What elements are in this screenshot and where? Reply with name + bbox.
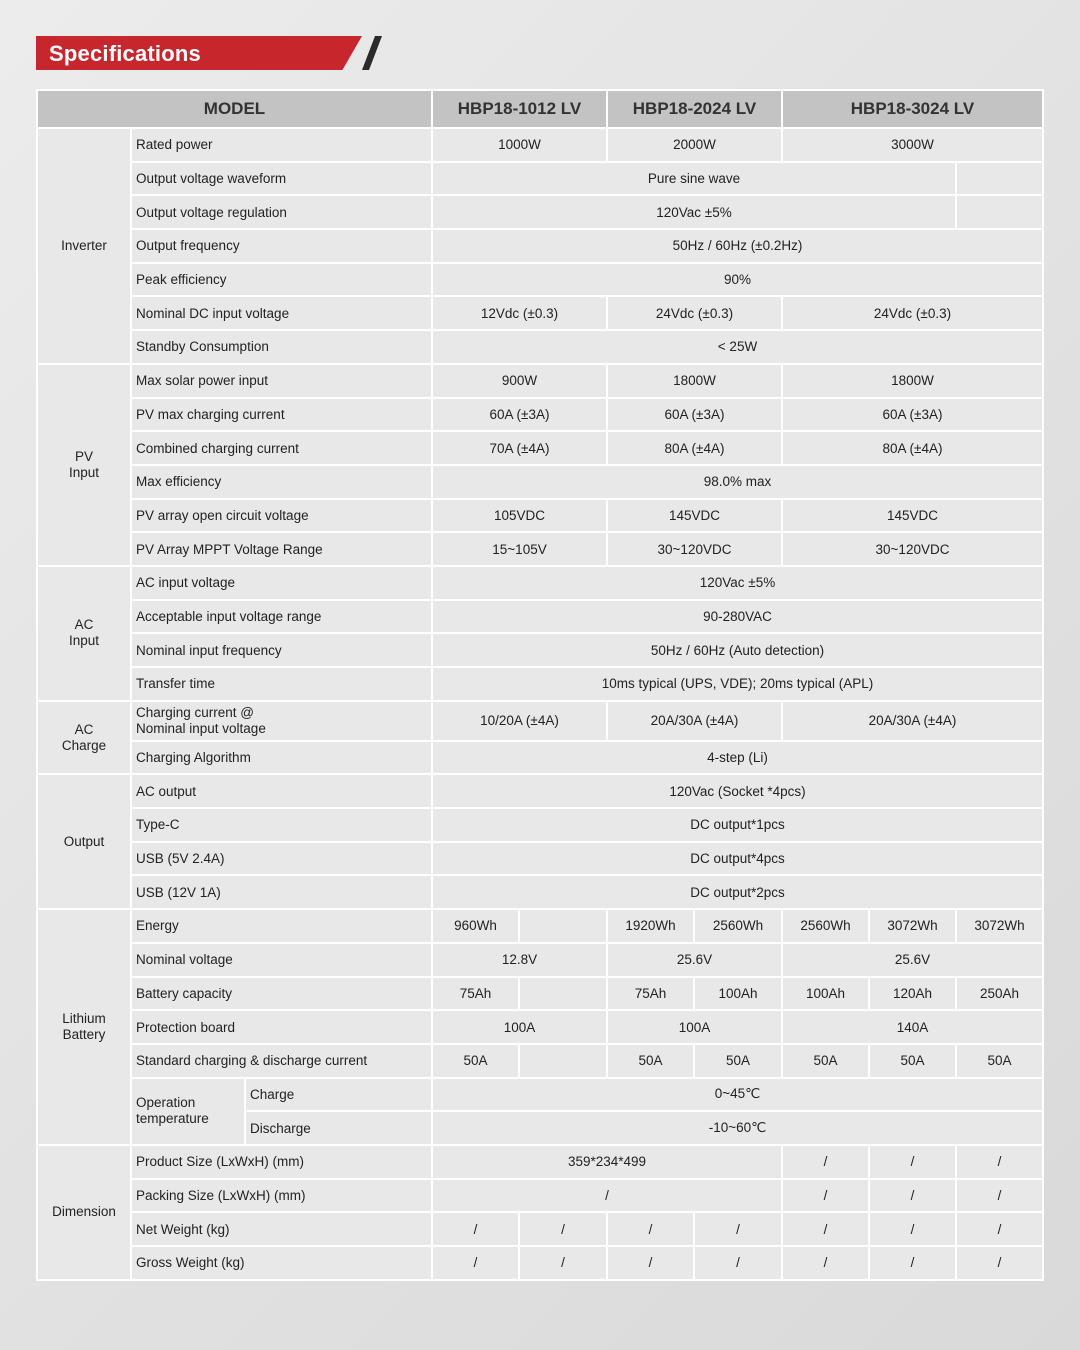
cell-value: DC output*4pcs (432, 842, 1043, 876)
cell-value: 1800W (782, 364, 1043, 398)
row-label: Protection board (131, 1010, 432, 1044)
row-label: Charging current @ Nominal input voltage (131, 701, 432, 741)
cell-value: 1920Wh (607, 909, 694, 943)
category-output: Output (37, 774, 131, 909)
cell-value: 120Vac ±5% (432, 566, 1043, 600)
category-ac-charge: AC Charge (37, 701, 131, 775)
row-label: Rated power (131, 128, 432, 162)
row-label: Nominal voltage (131, 943, 432, 977)
empty-cell (519, 1044, 607, 1078)
cell-value: 60A (±3A) (782, 398, 1043, 432)
row-label: USB (5V 2.4A) (131, 842, 432, 876)
cell-value: 145VDC (607, 499, 782, 533)
cell-value: 120Vac ±5% (432, 195, 956, 229)
cell-value: 50A (607, 1044, 694, 1078)
header-row (37, 90, 1043, 128)
cell-value: 30~120VDC (607, 532, 782, 566)
row-label: Output frequency (131, 229, 432, 263)
cell-value: / (519, 1246, 607, 1280)
table-row (37, 162, 1043, 196)
cell-value: 80A (±4A) (607, 431, 782, 465)
table-row (37, 364, 1043, 398)
cell-value: / (782, 1212, 869, 1246)
cell-value: / (607, 1246, 694, 1280)
table-row (37, 296, 1043, 330)
cell-value: 80A (±4A) (782, 431, 1043, 465)
row-label: Nominal input frequency (131, 633, 432, 667)
cell-value: 50A (694, 1044, 782, 1078)
cell-value: 50A (869, 1044, 956, 1078)
row-label: Charging Algorithm (131, 741, 432, 775)
row-label: Max efficiency (131, 465, 432, 499)
cell-value: 50A (956, 1044, 1043, 1078)
row-label: Standby Consumption (131, 330, 432, 364)
row-label-operation-temperature: Operation temperature (131, 1078, 245, 1145)
cell-value: 960Wh (432, 909, 519, 943)
cell-value: 60A (±3A) (607, 398, 782, 432)
cell-value: 20A/30A (±4A) (782, 701, 1043, 741)
model-1-header: HBP18-1012 LV (432, 90, 607, 128)
cell-value: / (956, 1145, 1043, 1179)
cell-value: 3000W (782, 128, 1043, 162)
table-row (37, 566, 1043, 600)
cell-value: 100Ah (694, 977, 782, 1011)
cell-value: 100A (432, 1010, 607, 1044)
cell-value: / (432, 1179, 782, 1213)
cell-value: 2000W (607, 128, 782, 162)
cell-value: / (956, 1179, 1043, 1213)
category-inverter: Inverter (37, 128, 131, 364)
table-row (37, 774, 1043, 808)
row-label: Peak efficiency (131, 263, 432, 297)
model-header: MODEL (37, 90, 432, 128)
cell-value: 30~120VDC (782, 532, 1043, 566)
cell-value: 12Vdc (±0.3) (432, 296, 607, 330)
cell-value: 15~105V (432, 532, 607, 566)
cell-value: 10/20A (±4A) (432, 701, 607, 741)
cell-value: 60A (±3A) (432, 398, 607, 432)
table-row (37, 633, 1043, 667)
row-label: Acceptable input voltage range (131, 600, 432, 634)
cell-value: 50A (432, 1044, 519, 1078)
table-row (37, 532, 1043, 566)
cell-value: / (956, 1212, 1043, 1246)
cell-value: 100Ah (782, 977, 869, 1011)
model-3-header: HBP18-3024 LV (782, 90, 1043, 128)
cell-value: 50Hz / 60Hz (Auto detection) (432, 633, 1043, 667)
empty-cell (956, 162, 1043, 196)
table-row (37, 1145, 1043, 1179)
table-row (37, 977, 1043, 1011)
cell-value: 0~45℃ (432, 1078, 1043, 1112)
cell-value: 24Vdc (±0.3) (607, 296, 782, 330)
page-title: Specifications (49, 41, 201, 66)
table-row (37, 1044, 1043, 1078)
category-dimension: Dimension (37, 1145, 131, 1280)
row-label: Product Size (LxWxH) (mm) (131, 1145, 432, 1179)
cell-value: 90-280VAC (432, 600, 1043, 634)
table-row (37, 701, 1043, 741)
cell-value: Pure sine wave (432, 162, 956, 196)
cell-value: 105VDC (432, 499, 607, 533)
table-row (37, 842, 1043, 876)
row-label: AC output (131, 774, 432, 808)
table-row (37, 1010, 1043, 1044)
cell-value: / (519, 1212, 607, 1246)
cell-value: 75Ah (432, 977, 519, 1011)
table-row (37, 1179, 1043, 1213)
row-label: USB (12V 1A) (131, 875, 432, 909)
cell-value: 98.0% max (432, 465, 1043, 499)
category-lithium-battery: Lithium Battery (37, 909, 131, 1145)
row-label: Packing Size (LxWxH) (mm) (131, 1179, 432, 1213)
table-row (37, 499, 1043, 533)
table-row (37, 330, 1043, 364)
table-row (37, 667, 1043, 701)
table-row (37, 431, 1043, 465)
cell-value: 145VDC (782, 499, 1043, 533)
cell-value: 25.6V (782, 943, 1043, 977)
row-label: Combined charging current (131, 431, 432, 465)
table-row (37, 1078, 1043, 1112)
table-row (37, 741, 1043, 775)
row-label: PV Array MPPT Voltage Range (131, 532, 432, 566)
cell-value: 140A (782, 1010, 1043, 1044)
table-row (37, 943, 1043, 977)
empty-cell (519, 909, 607, 943)
cell-value: / (432, 1246, 519, 1280)
row-label: Battery capacity (131, 977, 432, 1011)
row-label: Transfer time (131, 667, 432, 701)
empty-cell (956, 195, 1043, 229)
row-label: Output voltage waveform (131, 162, 432, 196)
cell-value: / (869, 1246, 956, 1280)
row-sublabel: Charge (245, 1078, 432, 1112)
cell-value: 4-step (Li) (432, 741, 1043, 775)
row-label: PV array open circuit voltage (131, 499, 432, 533)
model-2-header: HBP18-2024 LV (607, 90, 782, 128)
row-label: PV max charging current (131, 398, 432, 432)
row-sublabel: Discharge (245, 1111, 432, 1145)
table-row (37, 1212, 1043, 1246)
row-label: Net Weight (kg) (131, 1212, 432, 1246)
cell-value: / (869, 1179, 956, 1213)
cell-value: 900W (432, 364, 607, 398)
cell-value: 120Vac (Socket *4pcs) (432, 774, 1043, 808)
table-row (37, 600, 1043, 634)
cell-value: 120Ah (869, 977, 956, 1011)
row-label: Max solar power input (131, 364, 432, 398)
table-row (37, 808, 1043, 842)
table-row (37, 875, 1043, 909)
cell-value: 1000W (432, 128, 607, 162)
category-ac-input: AC Input (37, 566, 131, 701)
cell-value: / (694, 1212, 782, 1246)
cell-value: / (607, 1212, 694, 1246)
table-row (37, 128, 1043, 162)
category-pv-input: PV Input (37, 364, 131, 566)
row-label: Nominal DC input voltage (131, 296, 432, 330)
cell-value: / (869, 1212, 956, 1246)
cell-value: 70A (±4A) (432, 431, 607, 465)
cell-value: / (869, 1145, 956, 1179)
row-label: AC input voltage (131, 566, 432, 600)
cell-value: 50Hz / 60Hz (±0.2Hz) (432, 229, 1043, 263)
cell-value: 25.6V (607, 943, 782, 977)
cell-value: / (782, 1246, 869, 1280)
cell-value: 20A/30A (±4A) (607, 701, 782, 741)
table-row (37, 229, 1043, 263)
cell-value: 90% (432, 263, 1043, 297)
cell-value: 359*234*499 (432, 1145, 782, 1179)
row-label: Standard charging & discharge current (131, 1044, 432, 1078)
cell-value: 3072Wh (869, 909, 956, 943)
cell-value: DC output*1pcs (432, 808, 1043, 842)
cell-value: 1800W (607, 364, 782, 398)
table-row (37, 195, 1043, 229)
cell-value: DC output*2pcs (432, 875, 1043, 909)
cell-value: 10ms typical (UPS, VDE); 20ms typical (APL) (432, 667, 1043, 701)
slash-decoration-icon (362, 36, 382, 70)
cell-value: 250Ah (956, 977, 1043, 1011)
empty-cell (519, 977, 607, 1011)
cell-value: 3072Wh (956, 909, 1043, 943)
cell-value: / (782, 1145, 869, 1179)
cell-value: 2560Wh (782, 909, 869, 943)
cell-value: 75Ah (607, 977, 694, 1011)
table-row (37, 1246, 1043, 1280)
cell-value: / (694, 1246, 782, 1280)
cell-value: / (956, 1246, 1043, 1280)
row-label: Energy (131, 909, 432, 943)
cell-value: 100A (607, 1010, 782, 1044)
cell-value: / (432, 1212, 519, 1246)
table-row (37, 263, 1043, 297)
row-label: Type-C (131, 808, 432, 842)
table-row (37, 398, 1043, 432)
table-row (37, 909, 1043, 943)
cell-value: -10~60℃ (432, 1111, 1043, 1145)
cell-value: / (782, 1179, 869, 1213)
cell-value: 50A (782, 1044, 869, 1078)
table-row (37, 465, 1043, 499)
cell-value: 24Vdc (±0.3) (782, 296, 1043, 330)
cell-value: < 25W (432, 330, 1043, 364)
spec-table (36, 89, 1044, 1281)
row-label: Gross Weight (kg) (131, 1246, 432, 1280)
cell-value: 12.8V (432, 943, 607, 977)
row-label: Output voltage regulation (131, 195, 432, 229)
cell-value: 2560Wh (694, 909, 782, 943)
